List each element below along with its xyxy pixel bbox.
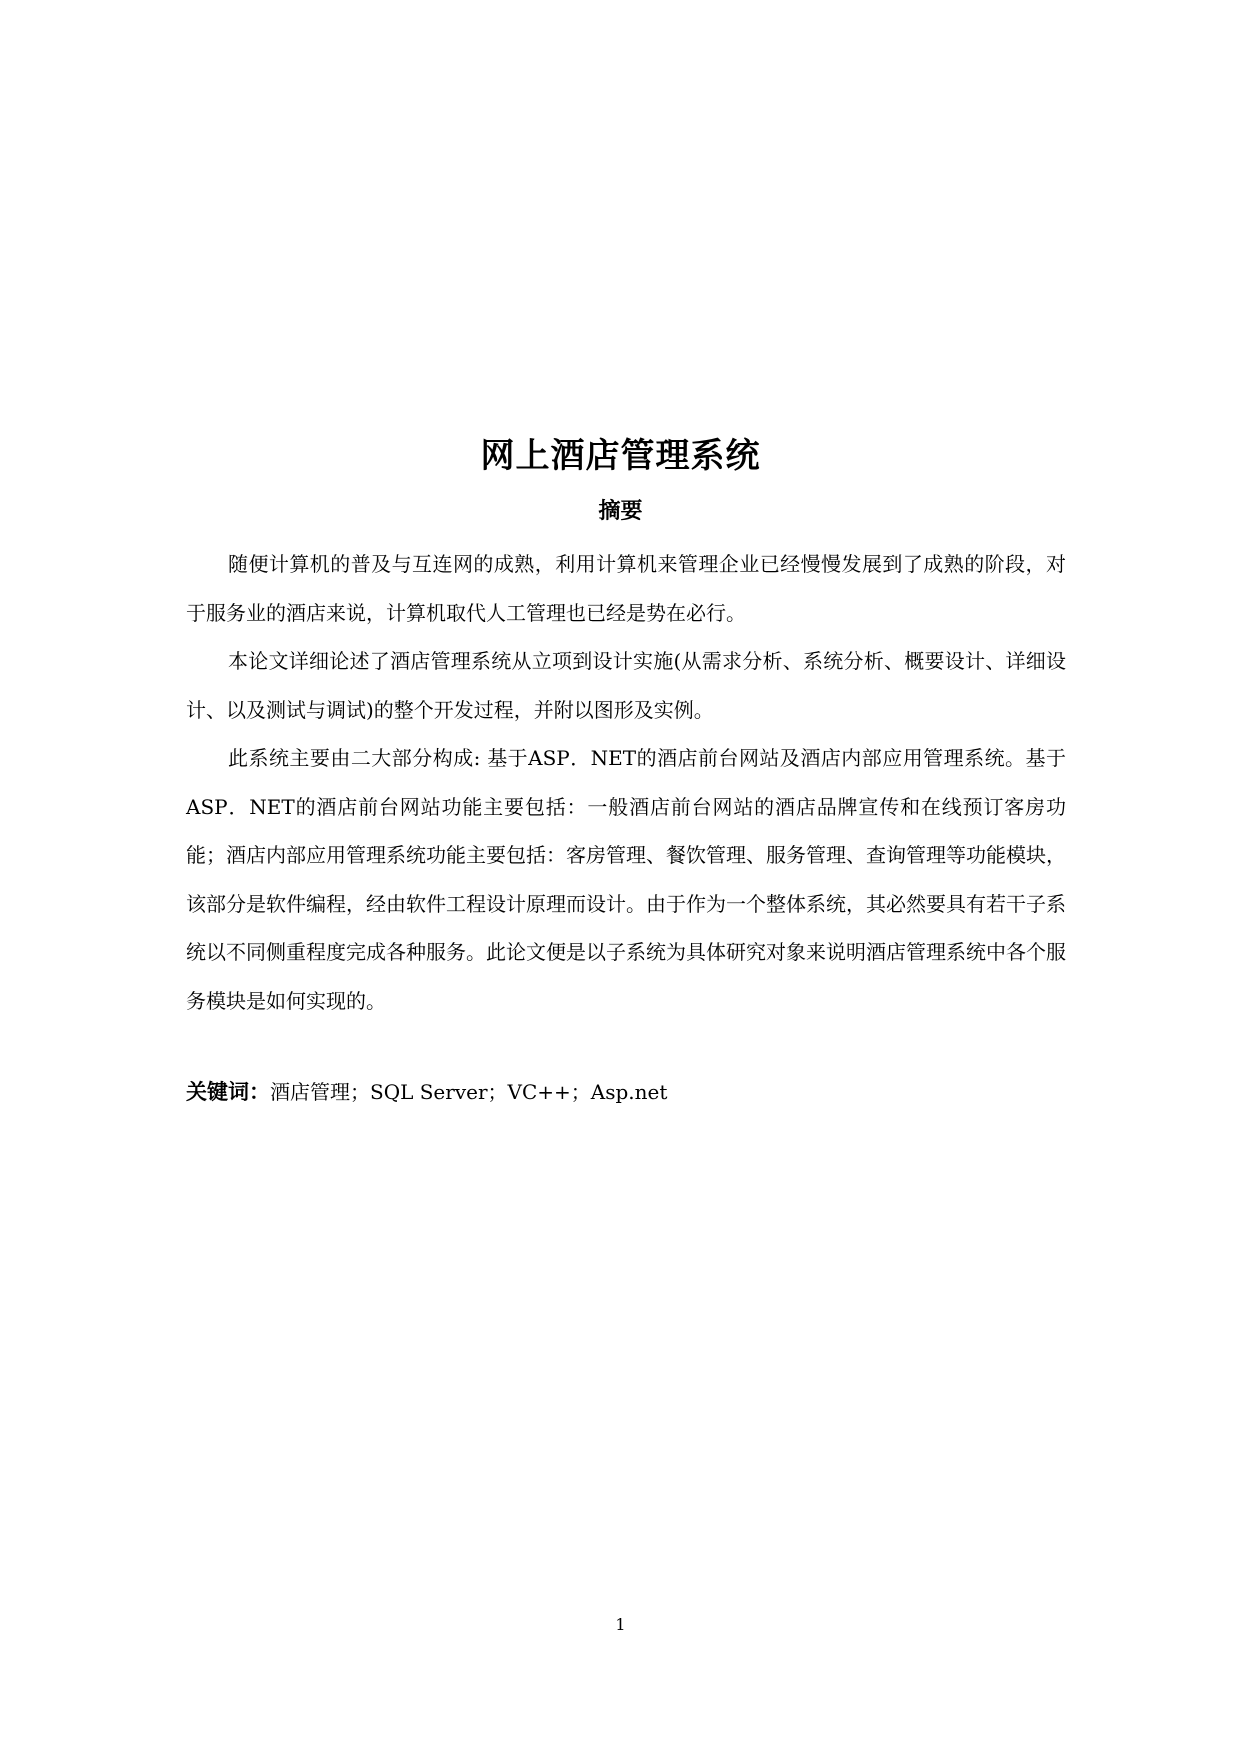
page-title: 网上酒店管理系统 (480, 436, 761, 476)
abstract-heading: 摘要 (598, 498, 643, 524)
abstract-paragraph-2: 本论文详细论述了酒店管理系统从立项到设计实施(从需求分析、系统分析、概要设计、详细设计、以及测试与调试)的整个开发过程，并附以图形及实例。 (186, 649, 1066, 722)
page-number: 1 (615, 1615, 626, 1634)
keywords-label: 关键词： (186, 1079, 270, 1104)
abstract-paragraph-3: 此系统主要由二大部分构成: 基于ASP．NET的酒店前台网站及酒店内部应用管理系统。基于ASP．NET的酒店前台网站功能主要包括：一般酒店前台网站的酒店品牌宣传和在线预订客房功能；酒店内部应用管理系统功能主要包括：客房管理、餐饮管理、服务管理、查询管理等功能模块，该部分是软件编程，经由软件工程设计原理而设计。由于作为一个整体系统，其必然要具有若干子系统以不同侧重程度完成各种服务。此论文便是以子系统为具体研究对象来说明酒店管理系统中各个服务模块是如何实现的。 (186, 746, 1066, 1013)
keywords-line (186, 1070, 667, 1114)
abstract-body (186, 540, 1066, 1025)
abstract-paragraph-1: 随便计算机的普及与互连网的成熟，利用计算机来管理企业已经慢慢发展到了成熟的阶段，对于服务业的酒店来说，计算机取代人工管理也已经是势在必行。 (186, 552, 1066, 625)
keywords-text: 酒店管理；SQL Server；VC++；Asp.net (270, 1080, 668, 1104)
